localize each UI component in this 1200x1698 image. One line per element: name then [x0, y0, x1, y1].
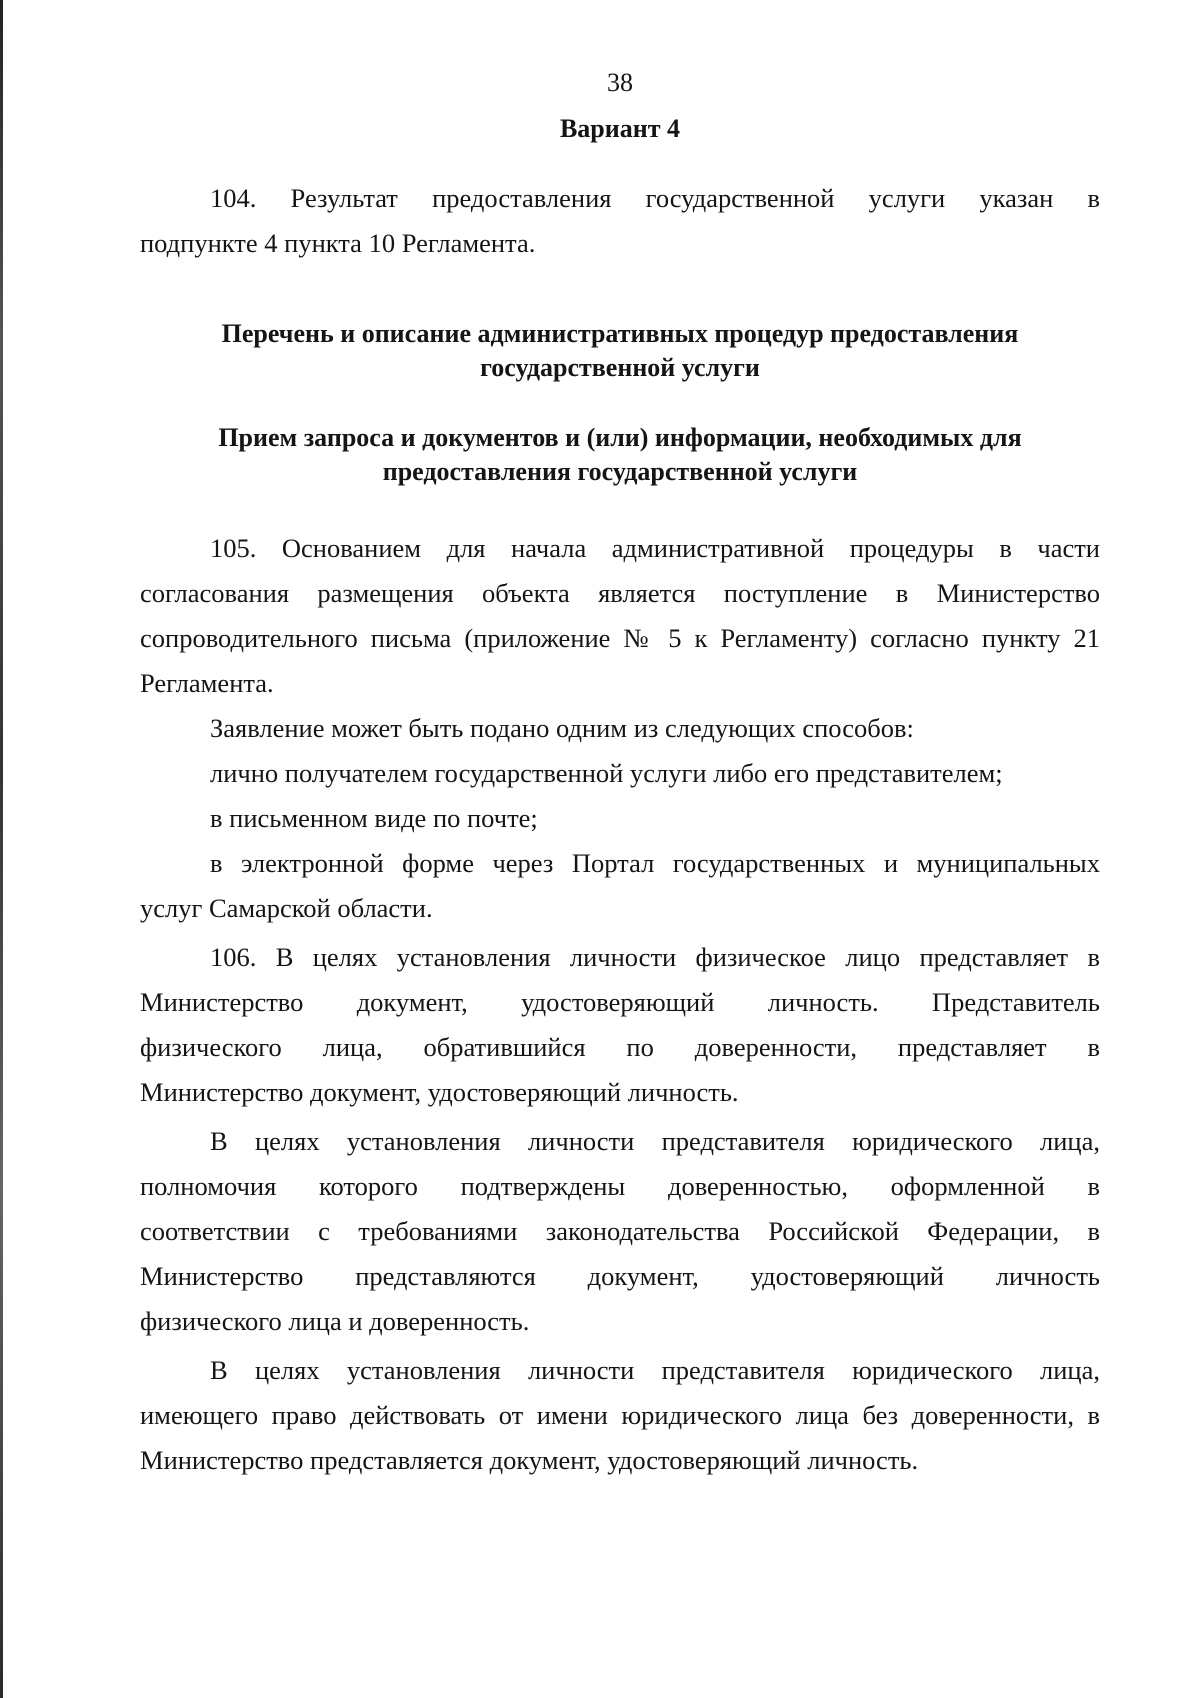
- variant-title: Вариант 4: [559, 114, 681, 143]
- section-heading-line-2: государственной услуги: [480, 353, 760, 382]
- section-heading: [140, 317, 1100, 385]
- p-rep-no-poa-line-2: имеющего право действовать от имени юридического лица без доверенности, в: [140, 1400, 1100, 1430]
- method-item-by-mail: в письменном виде по почте;: [210, 803, 538, 833]
- section-heading-line-1: Перечень и описание административных процедур предоставления: [221, 319, 1019, 348]
- scan-edge: [0, 0, 3, 1698]
- subsection-heading: [140, 421, 1100, 489]
- p105-line-1: 105. Основанием для начала административной процедуры в части: [210, 533, 1100, 563]
- p-rep-poa-line-3: соответствии с требованиями законодательства Российской Федерации, в: [140, 1216, 1100, 1246]
- p104-line-2: подпункте 4 пункта 10 Регламента.: [140, 228, 536, 258]
- method-item-electronic-cont: услуг Самарской области.: [140, 893, 433, 923]
- subsection-heading-line-1: Прием запроса и документов и (или) информации, необходимых для: [218, 423, 1022, 452]
- document-page: [140, 0, 1100, 1698]
- p105-line-4: Регламента.: [140, 668, 274, 698]
- p-rep-no-poa-line-1: В целях установления личности представителя юридического лица,: [210, 1355, 1100, 1385]
- methods-intro: Заявление может быть подано одним из следующих способов:: [210, 713, 914, 743]
- p106-line-1: 106. В целях установления личности физическое лицо представляет в: [210, 942, 1100, 972]
- p-rep-no-poa-line-3: Министерство представляется документ, удостоверяющий личность.: [140, 1445, 919, 1475]
- p-rep-poa-line-2: полномочия которого подтверждены доверенностью, оформленной в: [140, 1171, 1100, 1201]
- p106-line-2: Министерство документ, удостоверяющий личность. Представитель: [140, 987, 1100, 1017]
- subsection-heading-line-2: предоставления государственной услуги: [382, 457, 858, 486]
- p104-line-1: 104. Результат предоставления государственной услуги указан в: [210, 183, 1100, 213]
- method-item-electronic: в электронной форме через Портал государственных и муниципальных: [210, 848, 1100, 878]
- p-rep-poa-line-5: физического лица и доверенность.: [140, 1306, 530, 1336]
- p-rep-poa-line-4: Министерство представляются документ, удостоверяющий личность: [140, 1261, 1100, 1291]
- p-rep-poa-line-1: В целях установления личности представителя юридического лица,: [210, 1126, 1100, 1156]
- method-item-in-person: лично получателем государственной услуги либо его представителем;: [210, 758, 1003, 788]
- page-number: 38: [607, 68, 633, 97]
- p105-line-2: согласования размещения объекта является поступление в Министерство: [140, 578, 1100, 608]
- p105-line-3: сопроводительного письма (приложение № 5 к Регламенту) согласно пункту 21: [140, 623, 1100, 653]
- p106-line-4: Министерство документ, удостоверяющий личность.: [140, 1077, 739, 1107]
- p106-line-3: физического лица, обратившийся по доверенности, представляет в: [140, 1032, 1100, 1062]
